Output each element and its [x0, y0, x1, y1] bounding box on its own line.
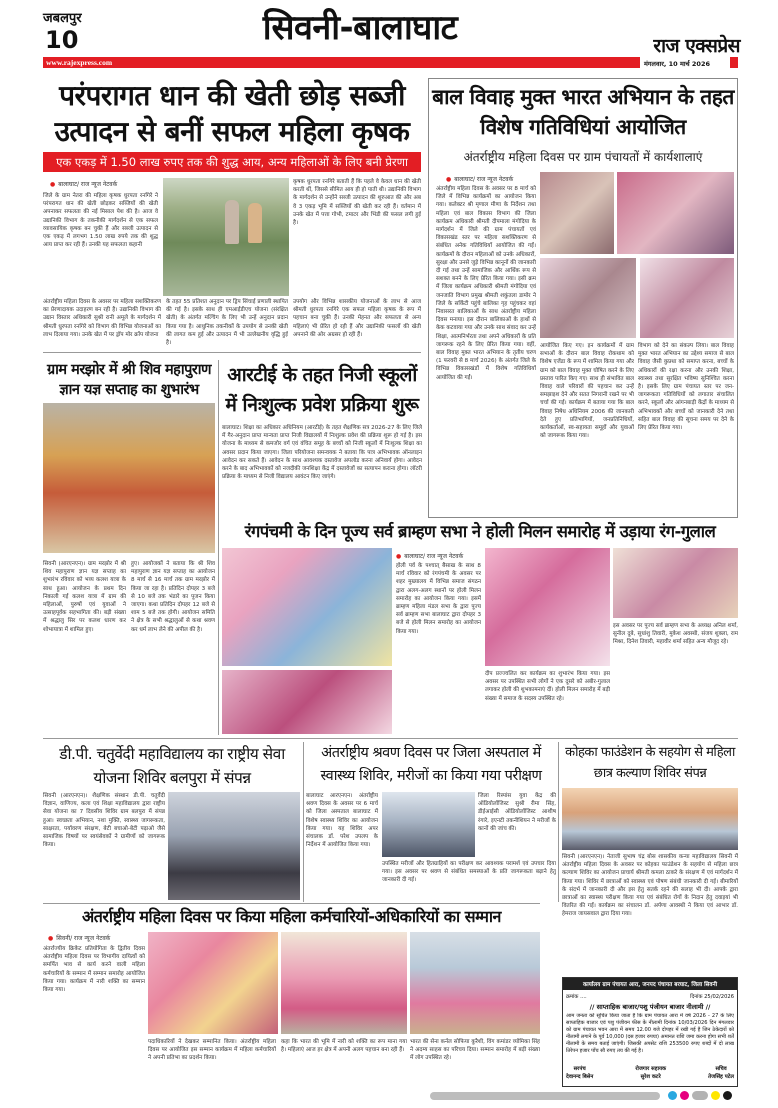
farmer-body-5: कृषक धुरपता रनगिरे बताती हैं कि पहले वे केवल धान की खेती करती थीं, जिससे सीमित आय ही हो पाती थी। उद्यानिकी विभाग के मार्गदर्शन से उन्होंने सब्जी उत्पादन की शुरुआत की और अब वे 3 एकड़ भूमि में सब्जियों की खेती कर रही हैं। वर्तमान में उनके खेत में पत्ता गोभी, टमाटर और भिंडी की फसल लगी हुई है। — [293, 179, 421, 227]
dp-college-headline: डी.पी. चतुर्वेदी महाविद्यालय का राष्ट्रीय सेवा योजना शिविर बलपुरा में संपन्न — [59, 745, 285, 787]
women-staff-headline: अंतर्राष्ट्रीय महिला दिवस पर किया महिला कर्मचारियों-अधिकारियों का सम्मान — [82, 907, 501, 926]
header-bar-end — [730, 57, 738, 68]
child-marriage-body-2: आयोजित किए गए। इन कार्यक्रमों में ग्राम सभाओं के दौरान बाल विवाह रोकथाम को विशेष एजेंडा के रूप में शामिल किया गया और ग्राम को बाल विवाह मुक्त घोषित करने के लिए प्रस्ताव पारित किए गए। साथ ही संभावित बाल विवाह वाले परिवारों की पहचान कर उन्हें समझाइश देने और सतत निगरानी रखने पर भी चर्चा की गई। कार्यक्रम में बताया गया कि बाल विवाह निषेध अधिनियम 2006 की जानकारी देते हुए प्रतिभागियों, जनप्रतिनिधियों, कार्यकर्ताओं, स्व-सहायता समूहों और युवाओं को जागरूक किया गया। — [540, 343, 634, 440]
hearing-body-1: बालाघाट आरएनएन। अंतर्राष्ट्रीय श्रवण दिवस के अवसर पर 6 मार्च को जिला अस्पताल बालाघाट में विशेष स्वास्थ्य शिविर का आयोजन किया गया। यह शिविर अपर संचालक डॉ. परेश उपलप के निर्देशन में आयोजित किया गया। — [306, 793, 378, 849]
child-marriage-body-1: अंतर्राष्ट्रीय महिला दिवस के अवसर पर 8 मार्च को जिले में विभिन्न कार्यक्रमों का आयोजन किया गया। कलेक्टर श्री मृणाल मीणा के निर्देशन तथा महिला एवं बाल विकास विभाग की जिला कार्यक्रम अधिकारी श्रीमती दीपमाला मंगोदिया के मार्गदर्शन में जिले की ग्राम पंचायतों एवं विकासखंड स्तर पर महिला सशक्तिकरण से संबंधित अनेक गतिविधियाँ आयोजित की गईं। कार्यक्रमों के दौरान महिलाओं को उनके अधिकारों, सुरक्षा और उनसे जुड़े विभिन्न कानूनों की जानकारी दी गई तथा उन्हें सामाजिक और आर्थिक रूप से सशक्त बनने के लिए प्रेरित किया गया। इसी क्रम में जिला कार्यक्रम अधिकारी श्रीमती मंगोदिया एवं जनजाति विभाग प्रमुख श्रीमती शकुंतला डामोर ने जिले के सर्किटी पहुंचे बालिका गृह पहुंचकर वहां निवासरत बालिकाओं के साथ अंतर्राष्ट्रीय महिला दिवस मनाया। इस दौरान बालिकाओं के हाथों से केक कटवाया गया और उनके साथ संवाद कर उन्हें शिक्षा, आत्मनिर्भरता तथा अपने अधिकारों के प्रति जागरूक रहने के लिए प्रेरित किया गया। वहीं, बाल विवाह मुक्त भारत अभियान के तृतीय चरण (1 फरवरी से 8 मार्च 2026) के अंतर्गत जिले के विभिन्न विकासखंडों में विशेष गतिविधियाँ आयोजित की गईं। — [436, 186, 536, 381]
farmer-body-3: के तहत 55 प्रतिशत अनुदान पर ड्रिप सिंचाई प्रणाली स्थापित की गई है। इसके साथ ही एमआईडीएच योजना (संरक्षित खेती) के अंतर्गत मल्चिंग के लिए भी उन्हें अनुदान प्रदान किया गया है। आधुनिक तकनीकों के उपयोग से उनकी खेती की लागत कम हुई और उत्पादन में भी उल्लेखनीय वृद्धि हुई है। — [166, 299, 288, 346]
women-staff-body-4: भारत की सेना कर्नल सोफिया कुरैशी, विंग कमांडर व्योमिका सिंह ने अदम्य साहस का परिचय दिया। सम्मान समारोह में बड़ी संख्या में लोग उपस्थित रहे। — [410, 1039, 540, 1062]
farmer-byline: ● बालाघाट/ राज न्यूज नेटवर्क — [50, 180, 117, 188]
kohka-headline: कोहका फाउंडेशन के सहयोग से महिला छात्र कल्याण शिविर संपन्न — [565, 745, 735, 781]
page-city: जबलपुर — [43, 11, 82, 26]
page-number: 10 — [45, 26, 79, 54]
child-marriage-byline: ● बालाघाट/ राज न्यूज नेटवर्क — [446, 175, 513, 183]
brand-logo: राज एक्सप्रेस — [653, 35, 740, 57]
farmer-headline: परंपरागत धान की खेती छोड़ सब्जी उत्पादन से बनीं सफल महिला कृषक — [54, 79, 410, 148]
child-marriage-body-3: विभाग को देने का संकल्प लिया। बाल विवाह मुक्त भारत अभियान का उद्देश्य समाज से बाल विवाह जैसी कुप्रथा को समाप्त करना, बच्चों के अधिकारों की रक्षा करना और उनकी शिक्षा, स्वास्थ्य तथा सुरक्षित भविष्य सुनिश्चित करना है। इसके लिए ग्राम पंचायत स्तर पर जन-जागरूकता गतिविधियों को लगातार संचालित करने, स्कूलों और आंगनबाड़ी केंद्रों के माध्यम से अभिभावकों और बच्चों को जानकारी देने तथा सहित बाल विवाह की सूचना समय पर देने के लिए प्रेरित किया गया। — [638, 343, 734, 432]
divider — [43, 738, 738, 739]
divider — [43, 352, 421, 353]
notice-office: कार्यालय ग्राम पंचायत आरा, जनपद पंचायत बरघाट, जिला सिवनी — [563, 978, 737, 990]
header-bar — [43, 57, 640, 68]
women-staff-body-3: कहा कि भारत की भूमि में नारी को शक्ति का रूप माना गया है। महिलाएं आज हर क्षेत्र में अपनी अलग पहचान बना रही हैं। — [281, 1039, 407, 1054]
print-color-marks — [668, 1091, 732, 1100]
shiv-purana-photo — [43, 403, 215, 553]
notice-title: // साप्ताहिक बाजार/पशु पंजीयन बाजार नीलामी // — [589, 1003, 711, 1011]
signatory-rojgar-sahayak: रोजगार सहायक सुरेश कटरे — [635, 1066, 667, 1080]
child-marriage-photo-2 — [617, 172, 734, 254]
issue-date: मंगलवार, 10 मार्च 2026 — [644, 60, 711, 68]
cyan-dot — [668, 1091, 677, 1100]
holi-photo-1 — [222, 548, 392, 666]
holi-body-3: इस अवसर पर पूज्य सर्व ब्राम्हण सभा के अध्यक्ष अनिल शर्मा, सुनील दुबे, सुधांशु तिवारी, मुकेश अवस्थी, संजय शुक्ला, राम मिश्रा, दिनेश तिवारी, महावीर शर्मा सहित अन्य मौजूद रहे। — [613, 623, 738, 646]
child-marriage-headline: बाल विवाह मुक्त भारत अभियान के तहत विशेष गतिविधियां आयोजित — [432, 85, 734, 139]
farmer-body-4: उपयोग और विभिन्न शासकीय योजनाओं के लाभ से आज श्रीमती धुरपता रनगिरे एक सफल महिला कृषक के रूप में पहचान बना चुकी हैं। उनकी मेहनत और सफलता से अन्य महिलाएं भी प्रेरित हो रही हैं और उद्यानिकी फसलों की खेती अपनाने की ओर अग्रसर हो रही हैं। — [293, 299, 421, 338]
column-divider — [218, 360, 219, 735]
hearing-body-3: उपस्थित मरीजों और हितग्राहियों का परीक्षण कर आवश्यक परामर्श एवं उपचार दिया गया। इस अवसर पर श्रवण से संबंधित समस्याओं के प्रति जागरूकता बढ़ाने हेतु जानकारी दी गई। — [382, 861, 556, 884]
child-marriage-photo-3 — [540, 258, 636, 338]
signatory-sarpanch: सरपंच देवानन्द बिसेन — [566, 1066, 594, 1080]
signatory-sachiv: सचिव तेजसिंह पटेल — [708, 1066, 734, 1080]
women-staff-photo-3 — [410, 932, 540, 1034]
women-staff-byline: ● सिवनी/ राज न्यूज नेटवर्क — [48, 934, 110, 942]
child-marriage-photo-1 — [540, 172, 614, 254]
gray-dot — [692, 1091, 708, 1100]
notice-body: आम जनता को सूचित किया जाता है कि ग्राम पंचायत आरा में वर्ष 2026 - 27 के लिए साप्ताहिक बाजार एवं पशु पंजीयन फीस के नीलामी दिनांक 10/03/2026 दिन मंगलवार को ग्राम पंचायत भवन आरा में समय 12.00 बजे दोपहर में रखी गई है जिन ठेकेदारों को नीलामी लगाने के पूर्व 10,000 (दस हजार रुपया) अमानत राशि जमा करना होगा सभी शर्तें नीलामी के समय बताई जाएंगी। जिसकी अपसेट राशि 253500 रुपए शब्दों में दो लाख तिरेपन हजार पाँच सौ रुपए तय की गई है। — [566, 1013, 734, 1054]
hearing-photo — [382, 792, 475, 857]
notice-ref: क्रमांक .... — [566, 994, 587, 1000]
section-title: सिवनी-बालाघाट — [262, 8, 458, 48]
column-divider — [303, 742, 304, 902]
holi-photo-4 — [222, 670, 392, 734]
notice-date: दिनांक 25/02/2026 — [690, 994, 734, 1000]
hearing-body-2: जिला रिस्पांस युवा केंद्र की ऑडियोलॉजिस्ट सुश्री रीमा सिंह, डीईआईसी ऑडियोलॉजिस्ट आशीष रंगारे, इएनटी तकनीशियन ने मरीजों के कानों की जांच की। — [478, 793, 556, 832]
rte-body: बालाघाट। शिक्षा का अधिकार अधिनियम (आरटीई) के तहत शैक्षणिक सत्र 2026-27 के लिए जिले में गैर-अनुदान प्राप्त मान्यता प्राप्त निजी विद्यालयों में निःशुल्क प्रवेश की प्रक्रिया शुरू हो गई है। इस योजना के माध्यम से कमजोर वर्ग एवं वंचित समूह के बच्चों को निजी स्कूलों में निःशुल्क शिक्षा का अवसर प्रदान किया जाएगा। जिला परियोजना समन्वयक ने बताया कि पात्र अभिभावक ऑनलाइन आवेदन कर सकते हैं। आवेदन के साथ आवश्यक दस्तावेज अपलोड करना अनिवार्य होगा। आवेदन करने के बाद अभिभावकों को नजदीकी जनशिक्षा केंद्र में दस्तावेजों का सत्यापन कराना होगा। लॉटरी प्रक्रिया के माध्यम से निजी विद्यालय आवंटन किए जाएंगे। — [222, 425, 422, 481]
yellow-dot — [711, 1091, 720, 1100]
women-staff-photo-1 — [148, 932, 278, 1034]
farmer-body-1: जिले के ग्राम नेतरा की महिला कृषक धुरपता रनगिरे ने परंपरागत धान की खेती छोड़कर सब्जियों की खेती अपनाकर सफलता की नई मिसाल पेश की है। आज वे उद्यानिकी विभाग के तकनीकी मार्गदर्शन से एक सफल व्यावसायिक कृषक बन चुकी हैं और सब्जी उत्पादन से एक एकड़ में लगभग 1.50 लाख रुपये तक की शुद्ध आय प्राप्त कर रही हैं। उनकी यह सफलता कहानी — [43, 193, 158, 249]
divider — [43, 903, 540, 904]
holi-body-2: दीप प्रज्ज्वलित कर कार्यक्रम का शुभारंभ किया गया। इस अवसर पर उपस्थित सभी लोगों ने एक दूसरे को अबीर-गुलाल लगाकर होली की शुभकामनाएं दीं। होली मिलन समारोह में बड़ी संख्या में समाज के सदस्य उपस्थित रहे। — [485, 671, 610, 702]
dp-college-body: सिवनी (आरएनएन)। शैक्षणिक संस्थान डी.पी. चतुर्वेदी विज्ञान, वाणिज्य, कला एवं शिक्षा महाविद्यालय द्वारा राष्ट्रीय सेवा योजना का 7 दिवसीय शिविर ग्राम बलपुरा में संपन्न हुआ। स्वच्छता अभियान, नशा मुक्ति, स्वास्थ्य जागरूकता, साक्षरता, पर्यावरण संरक्षण, बेटी बचाओ-बेटी पढ़ाओ जैसे सामाजिक विषयों पर स्वयंसेवकों ने ग्रामीणों को जागरूक किया। — [43, 793, 165, 849]
print-gray-bar — [430, 1092, 660, 1100]
rte-headline: आरटीई के तहत निजी स्कूलों में निःशुल्क प्रवेश प्रक्रिया शुरू — [225, 364, 419, 416]
holi-photo-2 — [485, 548, 610, 666]
shiv-purana-body-1: सिवनी (आरएनएन)। ग्राम मरझोर में श्री शिव महापुराण ज्ञान यज्ञ सप्ताह का शुभारंभ रविवार को भव्य कलश यात्रा के साथ हुआ। आयोजन के प्रथम दिन निकाली गई कलश यात्रा में ग्राम की महिलाओं, पुरुषों एवं युवाओं ने उत्साहपूर्वक सहभागिता की। बड़ी संख्या में श्रद्धालु सिर पर कलश धारण कर शोभायात्रा में शामिल हुए। — [43, 561, 126, 633]
women-staff-body-1: अंतर्राज्यीय क्रिकेट प्रतियोगिता के द्वितीय दिवस अंतर्राष्ट्रीय महिला दिवस पर विभागीय दायित्वों को समर्पित भाव से कार्य करने वाली महिला कर्मचारियों के सम्मान में सम्मान समारोह आयोजित किया गया। कार्यक्रम में नारी शक्ति का सम्मान किया गया। — [43, 946, 145, 994]
farmer-photo — [163, 178, 289, 296]
shiv-purana-headline: ग्राम मरझोर में श्री शिव महापुराण ज्ञान यज्ञ सप्ताह का शुभारंभ — [47, 362, 211, 398]
kohka-photo — [562, 788, 738, 850]
hearing-headline: अंतर्राष्ट्रीय श्रवण दिवस पर जिला अस्पताल में स्वास्थ्य शिविर, मरीजों का किया गया परीक्षण — [320, 745, 542, 784]
column-divider — [558, 742, 559, 902]
holi-body-1: होली पर्व के पश्चात् बैसाख के साथ 8 मार्च रविवार को रंगपंचमी के अवसर पर शहर मुख्यालय में विभिन्न समाज संगठन द्वारा अलग-अलग स्थानों पर होली मिलन समारोह का आयोजन किया गया। इसमें ब्राम्हण महिला मंडल सभा के द्वारा पूज्य सर्व ब्राम्हण सभा बालाघाट द्वारा दोपहर 3 बजे से होली मिलन समारोह का आयोजन किया गया। — [396, 563, 481, 635]
black-dot — [723, 1091, 732, 1100]
shiv-purana-body-2: हुए। आयोजकों ने बताया कि श्री शिव महापुराण ज्ञान यज्ञ सप्ताह का आयोजन 8 मार्च से 16 मार्च तक ग्राम मरझोर में किया जा रहा है। प्रतिदिन दोपहर 3 बजे से 10 बजे तक भंडारे का पूजन किया जाएगा। कथा प्रतिदिन दोपहर 12 बजे से शाम 5 बजे तक होगी। आयोजन समिति ने क्षेत्र के सभी श्रद्धालुओं से कथा श्रवण कर धर्म लाभ लेने की अपील की है। — [131, 561, 215, 633]
website-link[interactable]: www.rajexpress.com — [46, 58, 113, 67]
kohka-body: सिवनी (आरएनएन)। नेताजी सुभाष चंद्र बोस शासकीय कन्या महाविद्यालय सिवनी में अंतर्राष्ट्रीय महिला दिवस के अवसर पर कोहका फाउंडेशन के सहयोग से महिला छात्र कल्याण शिविर का आयोजन प्राचार्य श्रीमती कमला ठाकरे के संरक्षण में एवं मार्गदर्शन में किया गया। शिविर में छात्राओं को स्वास्थ्य एवं पोषण संबंधी जानकारी दी गई। बीमारियों के संदर्भ में जानकारी दी और इस हेतु सतर्क रहने की सलाह भी दी। आपके द्वारा छात्राओं का स्वास्थ्य परीक्षण किया गया एवं संबंधित रोगों के निदान हेतु दवाइयां भी वितरित की गईं। कार्यक्रम का संचालन डॉ. अर्पणा आवस्थी ने किया एवं आभार डॉ. हेमराज जायसवाल द्वारा दिया गया। — [562, 854, 738, 918]
child-marriage-subhead: अंतर्राष्ट्रीय महिला दिवस पर ग्राम पंचायतों में कार्यशालाएं — [463, 150, 703, 164]
farmer-body-2: अंतर्राष्ट्रीय महिला दिवस के अवसर पर महिला सशक्तिकरण का प्रेरणादायक उदाहरण बन रही है। उद्यानिकी विभाग की उद्यान विस्तार अधिकारी सुश्री रानी अमूले के मार्गदर्शन में श्रीमती धुरपता रनगिरे को विभाग की विभिन्न योजनाओं का लाभ दिलाया गया। उनके खेत में पर ड्रॉप मोर क्रॉप योजना — [43, 299, 161, 338]
holi-headline: रंगपंचमी के दिन पूज्य सर्व ब्राम्हण सभा ने होली मिलन समारोह में उड़ाया रंग-गुलाल — [244, 522, 716, 541]
holi-byline: ● बालाघाट/ राज न्यूज नेटवर्क — [396, 552, 463, 560]
dp-college-photo — [168, 792, 300, 900]
farmer-subhead: एक एकड़ में 1.50 लाख रुपए तक की शुद्ध आय, अन्य महिलाओं के लिए बनी प्रेरणा — [43, 152, 421, 172]
holi-photo-3 — [613, 548, 738, 618]
magenta-dot — [680, 1091, 689, 1100]
auction-notice — [562, 977, 738, 1087]
women-staff-photo-2 — [281, 932, 407, 1034]
child-marriage-photo-4 — [640, 258, 734, 338]
women-staff-body-2: पदाधिकारियों ने देखकर सम्मानित किया। अंतर्राष्ट्रीय महिला दिवस पर आयोजित इस सम्मान कार्यक्रम में महिला कर्मचारियों ने अपनी प्रतिभा का प्रदर्शन किया। — [148, 1039, 276, 1062]
